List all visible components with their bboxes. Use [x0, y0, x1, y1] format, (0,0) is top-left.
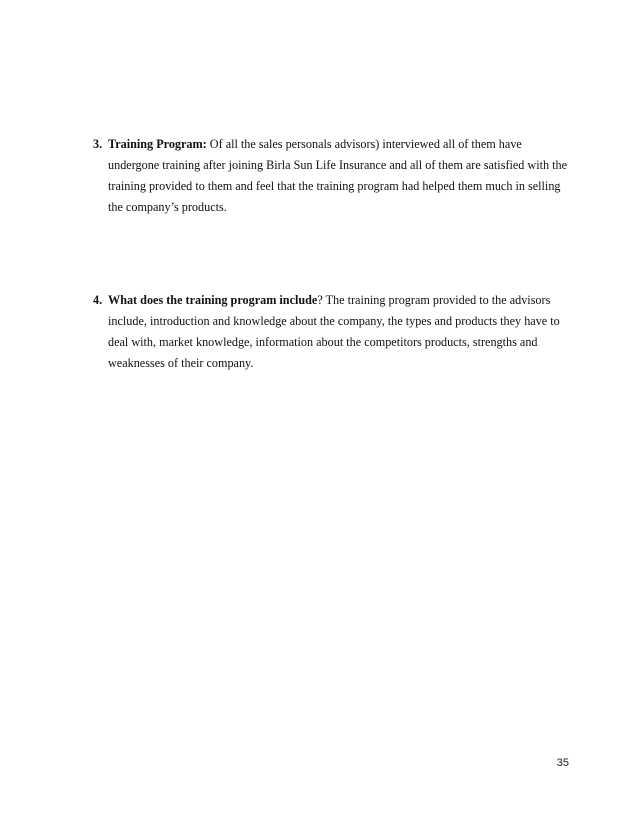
- list-item-program-include: [93, 290, 573, 374]
- item-heading: Training Program:: [108, 137, 207, 151]
- item-heading: What does the training program include: [108, 293, 318, 307]
- item-heading-suffix: ?: [317, 293, 323, 307]
- page-number: 35: [556, 757, 569, 769]
- item-number: 3.: [93, 137, 103, 151]
- item-paragraph: [108, 134, 573, 218]
- item-text: Of all the sales personals advisors) interviewed all of them have undergone training after joining Birla Sun Life Insurance and all of them are satisfied with the training provided to them and feel that the training program had helped them much in selling the company’s products.: [108, 137, 568, 214]
- list-item-training-program: [93, 134, 573, 218]
- item-number: 4.: [93, 293, 103, 307]
- item-paragraph: [108, 290, 573, 374]
- item-text: The training program provided to the advisors include, introduction and knowledge about the company, the types and products they have to deal with, market knowledge, information about the competitors products, strengths and weaknesses of their company.: [108, 293, 560, 370]
